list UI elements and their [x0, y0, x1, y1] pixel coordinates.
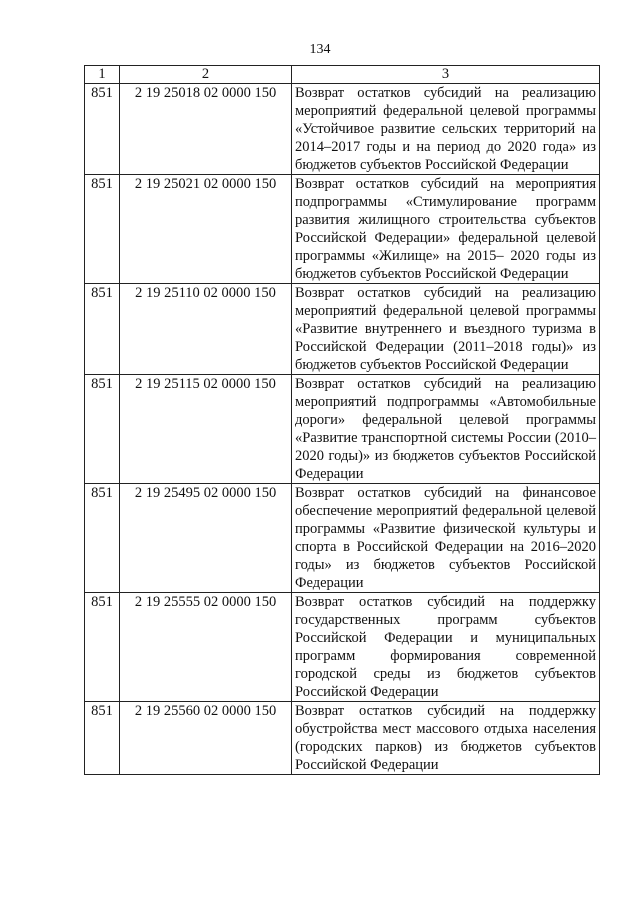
table-row: [85, 484, 600, 593]
budget-code-cell: 2 19 25495 02 0000 150: [120, 484, 292, 593]
table-row: [85, 284, 600, 375]
budget-code-cell: 2 19 25115 02 0000 150: [120, 375, 292, 484]
table-row: [85, 593, 600, 702]
description-cell: Возврат остатков субсидий на поддержку государственных программ субъектов Российской Федерации и муниципальных программ формирования современной городской среды из бюджетов субъектов Российской Федерации: [292, 593, 600, 702]
table-row: [85, 84, 600, 175]
column-header-3: 3: [292, 66, 600, 84]
page-number: 134: [309, 42, 331, 57]
budget-classification-table: [84, 65, 600, 775]
table-header-row: [85, 66, 600, 84]
table-row: [85, 175, 600, 284]
budget-code-cell: 2 19 25555 02 0000 150: [120, 593, 292, 702]
budget-code-cell: 2 19 25018 02 0000 150: [120, 84, 292, 175]
admin-code-cell: 851: [85, 175, 120, 284]
admin-code-cell: 851: [85, 84, 120, 175]
budget-code-cell: 2 19 25560 02 0000 150: [120, 702, 292, 775]
budget-code-cell: 2 19 25110 02 0000 150: [120, 284, 292, 375]
admin-code-cell: 851: [85, 375, 120, 484]
budget-code-cell: 2 19 25021 02 0000 150: [120, 175, 292, 284]
table-row: [85, 375, 600, 484]
table-row: [85, 702, 600, 775]
admin-code-cell: 851: [85, 284, 120, 375]
column-header-2: 2: [120, 66, 292, 84]
description-cell: Возврат остатков субсидий на реализацию мероприятий федеральной целевой программы «Развитие внутреннего и въездного туризма в Российской Федерации (2011–2018 годы)» из бюджетов субъектов Российской Федерации: [292, 284, 600, 375]
description-cell: Возврат остатков субсидий на финансовое обеспечение мероприятий федеральной целевой программы «Развитие физической культуры и спорта в Российской Федерации на 2016–2020 годы» из бюджетов субъектов Российской Федерации: [292, 484, 600, 593]
description-cell: Возврат остатков субсидий на реализацию мероприятий подпрограммы «Автомобильные дороги» федеральной целевой программы «Развитие транспортной системы России (2010–2020 годы)» из бюджетов субъектов Российской Федерации: [292, 375, 600, 484]
admin-code-cell: 851: [85, 593, 120, 702]
column-header-1: 1: [85, 66, 120, 84]
admin-code-cell: 851: [85, 484, 120, 593]
description-cell: Возврат остатков субсидий на мероприятия подпрограммы «Стимулирование программ развития жилищного строительства субъектов Российской Федерации» федеральной целевой программы «Жилище» на 2015– 2020 годы из бюджетов субъектов Российской Федерации: [292, 175, 600, 284]
description-cell: Возврат остатков субсидий на реализацию мероприятий федеральной целевой программы «Устойчивое развитие сельских территорий на 2014–2017 годы и на период до 2020 года» из бюджетов субъектов Российской Федерации: [292, 84, 600, 175]
description-cell: Возврат остатков субсидий на поддержку обустройства мест массового отдыха населения (городских парков) из бюджетов субъектов Российской Федерации: [292, 702, 600, 775]
admin-code-cell: 851: [85, 702, 120, 775]
